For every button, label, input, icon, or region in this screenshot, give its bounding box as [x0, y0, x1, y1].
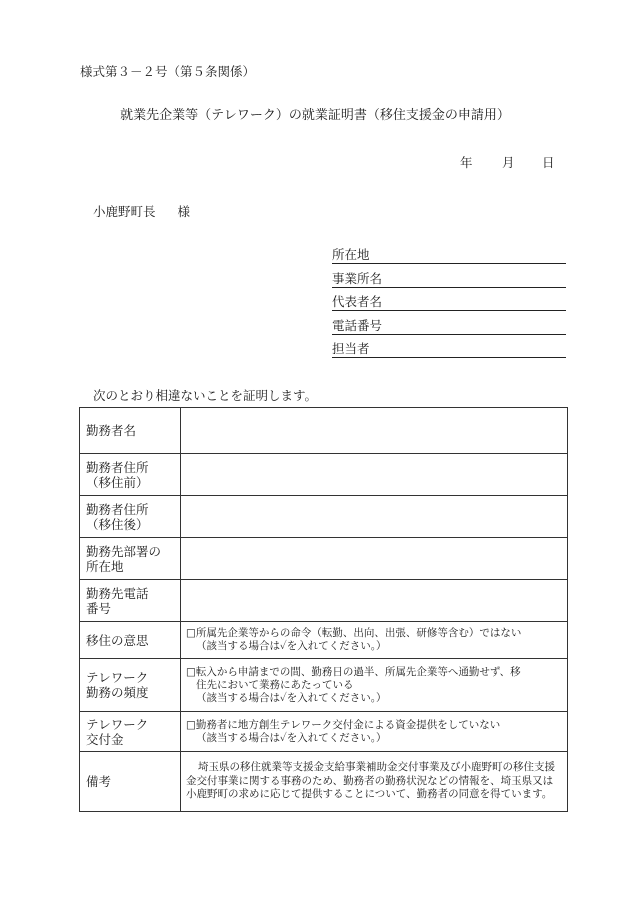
- issuer-phone-field[interactable]: [332, 318, 566, 335]
- telework-frequency-note: （該当する場合は✓を入れてください。）: [196, 691, 387, 704]
- row-worker-name: [80, 408, 568, 454]
- row-address-before: [80, 454, 568, 496]
- addressee: [93, 202, 190, 220]
- address-after-label: 勤務者住所 （移住後）: [80, 496, 181, 538]
- remarks-cell: [181, 752, 568, 812]
- telework-grant-note: （該当する場合は✓を入れてください。）: [196, 731, 387, 744]
- relocation-intent-cell: [181, 622, 568, 659]
- remarks-label: 備考: [80, 752, 181, 812]
- issuer-representative-field[interactable]: [332, 294, 566, 311]
- addressee-name: 小鹿野町長: [93, 204, 156, 219]
- address-before-field[interactable]: [181, 454, 568, 496]
- date-year-field[interactable]: 年: [460, 155, 473, 170]
- row-telework-grant: [80, 712, 568, 752]
- worker-name-field[interactable]: [181, 408, 568, 454]
- telework-grant-cell: [181, 712, 568, 752]
- certificate-table: [79, 407, 568, 812]
- department-label: 勤務先部署の 所在地: [80, 538, 181, 580]
- issuer-contact-person-field[interactable]: [332, 341, 566, 358]
- issuer-location-field[interactable]: [332, 247, 566, 264]
- issuer-office-name-label: 事業所名: [332, 271, 383, 286]
- telework-frequency-label: テレワーク 勤務の頻度: [80, 659, 181, 712]
- row-department: [80, 538, 568, 580]
- relocation-intent-note: （該当する場合は✓を入れてください。）: [196, 640, 387, 652]
- date-month-field[interactable]: 月: [502, 155, 515, 170]
- issuer-office-name-field[interactable]: [332, 271, 566, 288]
- row-relocation-intent: [80, 622, 568, 659]
- department-field[interactable]: [181, 538, 568, 580]
- telework-frequency-checkbox-cont: 住先において業務にあたっている: [196, 678, 354, 691]
- date-line: [460, 153, 555, 171]
- row-phone: [80, 580, 568, 622]
- relocation-intent-label: 移住の意思: [80, 622, 181, 659]
- document-title: 就業先企業等（テレワーク）の就業証明書（移住支援金の申請用）: [120, 108, 510, 123]
- issuer-contact-person-label: 担当者: [332, 341, 370, 356]
- relocation-intent-checkbox[interactable]: □所属先企業等からの命令（転勤、出向、出張、研修等含む）ではない: [186, 627, 522, 639]
- address-after-field[interactable]: [181, 496, 568, 538]
- date-day-field[interactable]: 日: [542, 155, 555, 170]
- issuer-phone-label: 電話番号: [332, 318, 383, 333]
- phone-label: 勤務先電話 番号: [80, 580, 181, 622]
- remarks-text: 埼玉県の移住就業等支援金支給事業補助金交付事業及び小鹿野町の移住支援金交付事業に関する事務のため、勤務者の勤務状況などの情報を、埼玉県又は小鹿野町の求めに応じて提供することについて、勤務者の同意を得ています。: [186, 761, 555, 801]
- telework-frequency-cell: [181, 659, 568, 712]
- worker-name-label: 勤務者名: [80, 408, 181, 454]
- phone-field[interactable]: [181, 580, 568, 622]
- row-address-after: [80, 496, 568, 538]
- telework-frequency-checkbox[interactable]: □転入から申請までの間、勤務日の過半、所属先企業等へ通勤せず、移: [186, 665, 521, 678]
- telework-grant-checkbox[interactable]: □勤務者に地方創生テレワーク交付金による資金提供をしていない: [186, 718, 501, 731]
- form-number: 様式第３－２号（第５条関係）: [80, 64, 256, 79]
- issuer-representative-label: 代表者名: [332, 294, 383, 309]
- row-remarks: [80, 752, 568, 812]
- row-telework-frequency: [80, 659, 568, 712]
- issuer-location-label: 所在地: [332, 247, 370, 262]
- addressee-honorific: 様: [177, 204, 191, 219]
- address-before-label: 勤務者住所 （移住前）: [80, 454, 181, 496]
- certification-statement: 次のとおり相違ないことを証明します。: [93, 388, 318, 403]
- telework-grant-label: テレワーク 交付金: [80, 712, 181, 752]
